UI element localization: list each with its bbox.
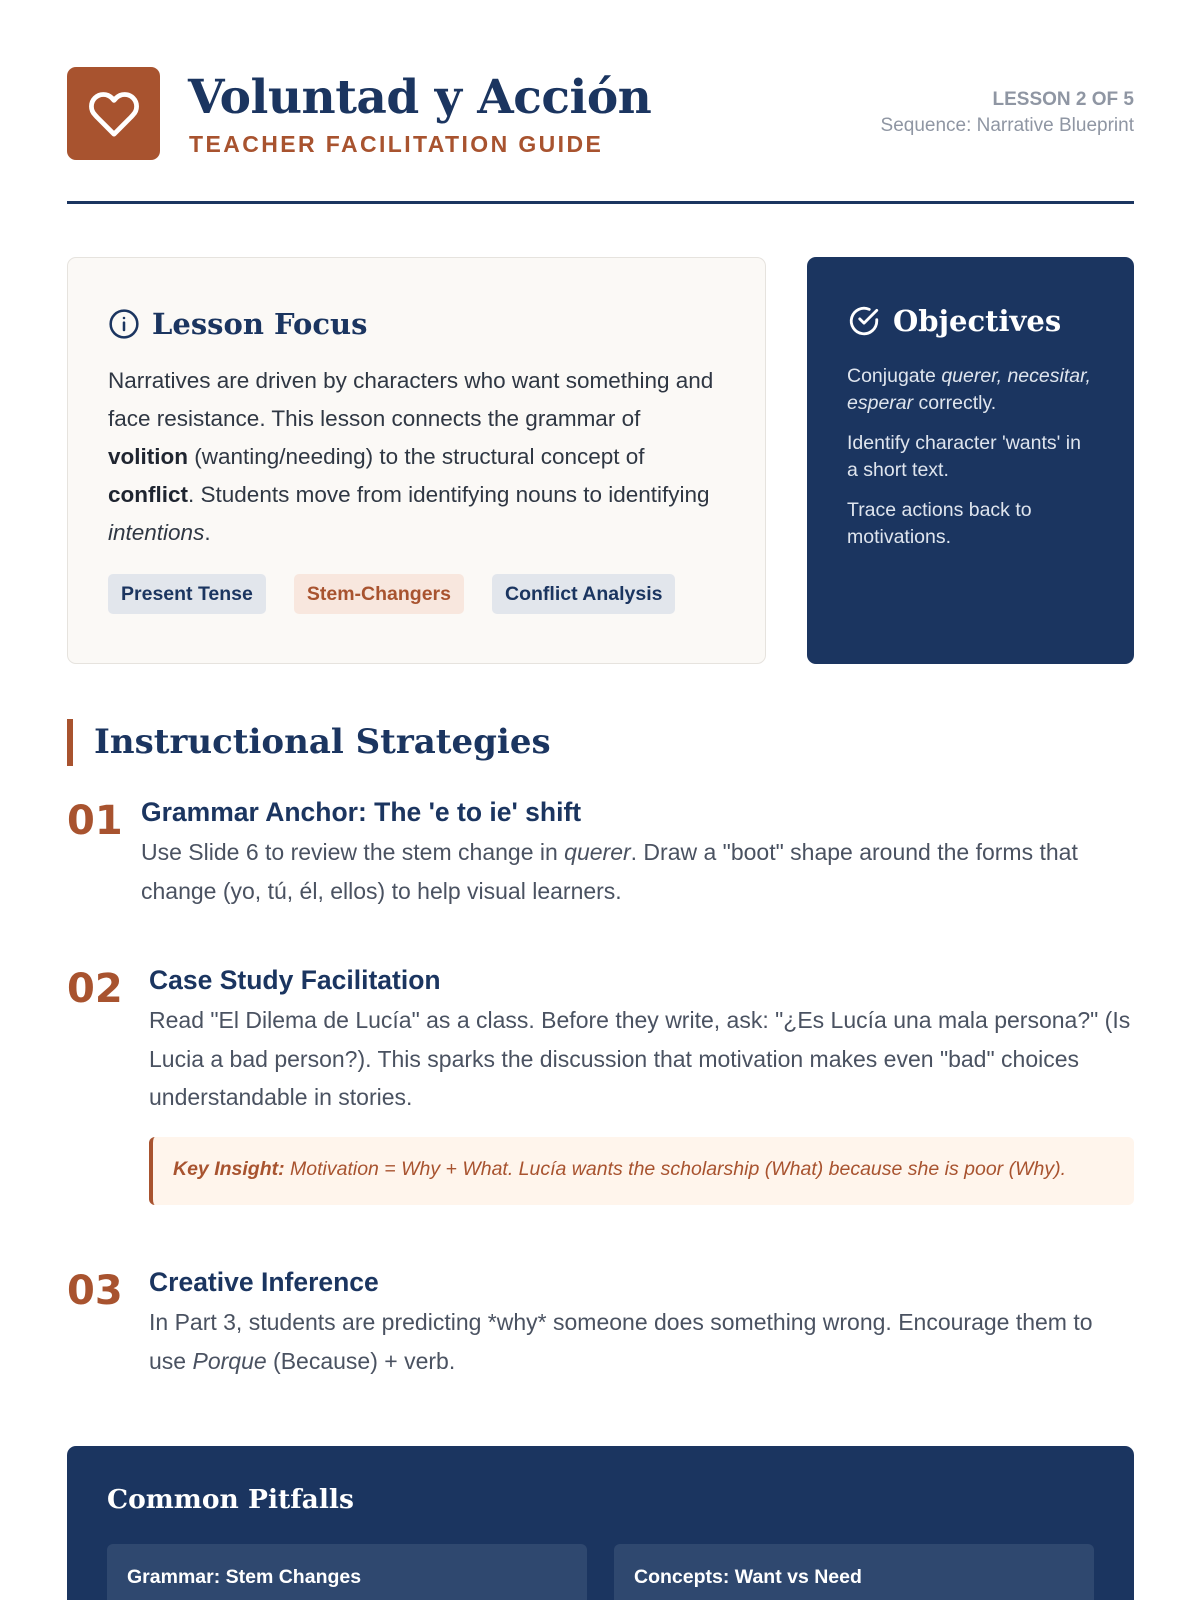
pitfall-card-title: Concepts: Want vs Need bbox=[634, 1566, 862, 1588]
objectives-title: Objectives bbox=[893, 304, 1062, 338]
strategy-text: Read "El Dilema de Lucía" as a class. Before they write, ask: "¿Es Lucía una mala persona?" (Is Lucia a bad person?). This sparks the discussion that motivation makes even "bad" choices understandable in stories. bbox=[149, 1007, 1131, 1110]
pitfall-card-concepts bbox=[614, 1544, 1094, 1600]
check-circle-icon bbox=[847, 304, 881, 338]
lesson-focus-text: Narratives are driven by characters who want something and face resistance. This lesson connects the grammar of volition (wanting/needing) to the structural concept of conflict. Students move from identifying nouns to identifying intentions. bbox=[108, 368, 714, 545]
key-insight-label: Key Insight: bbox=[173, 1157, 285, 1180]
intentions-term: intentions bbox=[108, 520, 205, 545]
strategy-3 bbox=[67, 1265, 1134, 1375]
key-insight-callout: Key Insight: Motivation = Why + What. Lucía wants the scholarship (What) because she is poor (Why). bbox=[149, 1137, 1134, 1205]
strategy-1 bbox=[67, 795, 1134, 905]
strategy-body bbox=[149, 1265, 1134, 1380]
objectives-heading bbox=[847, 303, 1094, 339]
tag-conflict-analysis: Conflict Analysis bbox=[492, 574, 675, 614]
strategy-number: 01 bbox=[67, 798, 123, 844]
info-icon bbox=[108, 308, 140, 340]
logo bbox=[67, 67, 160, 160]
lesson-sequence: Sequence: Narrative Blueprint bbox=[880, 115, 1134, 136]
common-pitfalls-panel bbox=[67, 1446, 1134, 1600]
page-subtitle: TEACHER FACILITATION GUIDE bbox=[189, 131, 604, 157]
strategy-number: 03 bbox=[67, 1268, 123, 1314]
strategy-number: 02 bbox=[67, 966, 123, 1012]
lesson-number: LESSON 2 OF 5 bbox=[992, 89, 1134, 110]
page-header bbox=[67, 67, 1134, 204]
heart-icon bbox=[88, 88, 140, 140]
strategy-title: Case Study Facilitation bbox=[149, 965, 441, 995]
lesson-focus-title: Lesson Focus bbox=[152, 307, 368, 341]
strategy-title: Grammar Anchor: The 'e to ie' shift bbox=[141, 797, 582, 827]
objective-item: Conjugate querer, necesitar, esperar correctly. bbox=[847, 365, 1091, 414]
tag-list bbox=[108, 574, 725, 614]
page-title: Voluntad y Acción bbox=[188, 70, 652, 125]
lesson-focus-heading bbox=[108, 306, 725, 342]
conflict-term: conflict bbox=[108, 482, 189, 507]
pitfall-card-grammar bbox=[107, 1544, 587, 1600]
objective-item: Trace actions back to motivations. bbox=[847, 499, 1032, 548]
strategy-2 bbox=[67, 963, 1134, 1223]
strategy-title: Creative Inference bbox=[149, 1267, 379, 1297]
pitfall-card-title: Grammar: Stem Changes bbox=[127, 1566, 362, 1588]
strategy-text: In Part 3, students are predicting *why* someone does something wrong. Encourage them to use Porque (Because) + verb. bbox=[149, 1309, 1093, 1374]
objectives-list bbox=[847, 363, 1094, 551]
strategy-text: Use Slide 6 to review the stem change in querer. Draw a "boot" shape around the forms that change (yo, tú, él, ellos) to help visual learners. bbox=[141, 839, 1078, 904]
tag-stem-changers: Stem-Changers bbox=[294, 574, 464, 614]
lesson-meta bbox=[881, 87, 1134, 139]
volition-term: volition bbox=[108, 444, 188, 469]
strategy-body bbox=[141, 795, 1134, 910]
strategies-section-title: Instructional Strategies bbox=[67, 719, 551, 766]
objective-item: Identify character 'wants' in a short text. bbox=[847, 432, 1081, 481]
pitfalls-title: Common Pitfalls bbox=[107, 1484, 354, 1515]
objectives-card bbox=[807, 257, 1134, 664]
strategy-body bbox=[149, 963, 1134, 1205]
tag-present-tense: Present Tense bbox=[108, 574, 266, 614]
lesson-focus-card bbox=[67, 257, 766, 664]
